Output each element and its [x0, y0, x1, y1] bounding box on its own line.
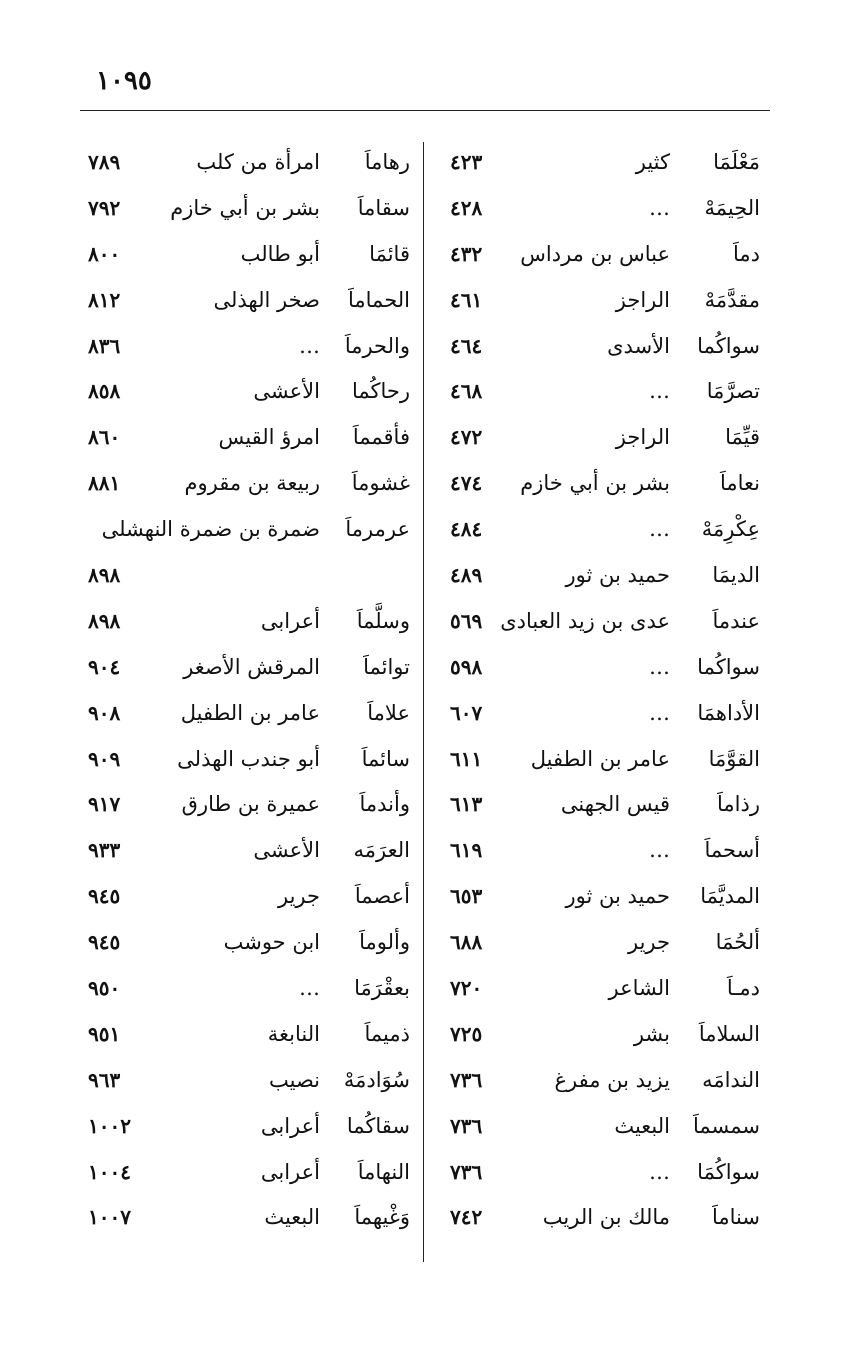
rhyme-word: رهاماَ — [364, 150, 410, 174]
rhyme-word: سائماَ — [361, 746, 410, 771]
rhyme-word: الديمَا — [712, 563, 760, 588]
rhyme-word: مَعْلَمَا — [713, 150, 760, 174]
rhyme-word: العرَمَه — [353, 838, 410, 863]
poet-name: الأعشى — [253, 838, 320, 863]
poet-name: … — [649, 654, 670, 679]
page-reference: ٤٢٨ — [450, 195, 483, 220]
page-reference: ٩٦٣ — [88, 1067, 121, 1092]
index-entry — [80, 1195, 410, 1241]
page-reference: ٨٨١ — [88, 471, 121, 496]
page-reference: ١٠٠٤ — [88, 1159, 131, 1184]
poet-name: أعرابى — [260, 1113, 320, 1138]
rhyme-word: سُوَادمَهْ — [343, 1067, 410, 1092]
rhyme-word: سواكُما — [697, 333, 760, 358]
poet-name: الشاعر — [608, 976, 670, 1001]
poet-name: بشر بن أبي خازم — [520, 471, 670, 496]
index-entry — [430, 1058, 760, 1104]
poet-name: ابن حوشب — [223, 930, 320, 955]
index-entry — [80, 874, 410, 920]
index-entry — [80, 415, 410, 461]
header-rule — [80, 110, 770, 111]
page-reference: ٩٥١ — [88, 1021, 121, 1046]
poet-name: يزيد بن مفرغ — [554, 1067, 670, 1092]
rhyme-word: الحماماَ — [348, 287, 410, 312]
index-entry — [430, 737, 760, 783]
page-reference: ٩٠٨ — [88, 700, 121, 725]
page-reference: ٧٢٥ — [450, 1021, 483, 1046]
poet-name: قيس الجهنى — [560, 792, 670, 817]
poet-name: … — [649, 517, 670, 542]
poet-name: جرير — [628, 930, 670, 955]
rhyme-word: علاماَ — [367, 700, 410, 725]
index-entry — [80, 1150, 410, 1196]
poet-name: … — [649, 1159, 670, 1184]
rhyme-word: ألحُمَا — [715, 930, 760, 955]
page-reference: ٤٨٩ — [450, 563, 483, 588]
rhyme-word: أعصماَ — [354, 884, 410, 909]
page-reference: ٧٩٢ — [88, 195, 121, 220]
page-reference: ٤٧٤ — [450, 471, 483, 496]
page-number: ١٠٩٥ — [96, 66, 152, 96]
page-reference: ١٠٠٧ — [88, 1205, 131, 1230]
page-reference: ٩١٧ — [88, 792, 121, 817]
poet-name: … — [649, 195, 670, 220]
rhyme-word: سمسماَ — [692, 1113, 760, 1138]
poet-name: أبو طالب — [240, 241, 320, 266]
page-reference: ٤٦٨ — [450, 379, 483, 404]
page-reference: ٧٣٦ — [450, 1067, 483, 1092]
rhyme-word: وَغْيهماَ — [354, 1205, 410, 1230]
rhyme-word: والحرماَ — [344, 333, 410, 358]
index-entry — [430, 278, 760, 324]
page-reference: ٩٠٩ — [88, 746, 121, 771]
poet-name: صخر الهذلى — [213, 287, 320, 312]
poet-name: أعرابى — [260, 608, 320, 633]
poet-name: … — [649, 838, 670, 863]
index-entry — [80, 140, 410, 186]
rhyme-word: السلاماَ — [698, 1021, 760, 1046]
index-entry — [80, 691, 410, 737]
poet-name: جرير — [278, 884, 320, 909]
page-reference: ١٠٠٢ — [88, 1113, 131, 1138]
poet-name: … — [299, 976, 320, 1001]
rhyme-word: عِكْرِمَهْ — [701, 517, 760, 542]
page-reference: ٨٥٨ — [88, 379, 121, 404]
poet-name: ربيعة بن مقروم — [184, 471, 320, 496]
index-entry — [80, 1012, 410, 1058]
poet-name: حميد بن ثور — [565, 884, 670, 909]
page-reference: ٩٤٥ — [88, 930, 121, 955]
page-reference: ٥٦٩ — [450, 608, 483, 633]
index-entry — [430, 645, 760, 691]
poet-name: حميد بن ثور — [565, 563, 670, 588]
rhyme-word: توائماَ — [363, 654, 410, 679]
poet-name: عباس بن مرداس — [520, 241, 670, 266]
page-reference: ٩٥٠ — [88, 976, 121, 1001]
rhyme-word: سقاماَ — [357, 195, 410, 220]
poet-name: ضمرة بن ضمرة النهشلى — [101, 517, 320, 542]
poet-name: مالك بن الريب — [542, 1205, 670, 1230]
poet-name: عامر بن الطفيل — [180, 700, 320, 725]
page-reference: ٧٨٩ — [88, 150, 121, 174]
rhyme-word: نعاماَ — [719, 471, 760, 496]
page-reference: ٦٥٣ — [450, 884, 483, 909]
rhyme-word: سواكُمَا — [697, 1159, 760, 1184]
column-divider — [423, 142, 424, 1262]
index-entry — [80, 1104, 410, 1150]
index-entry — [430, 1195, 760, 1241]
rhyme-word: رذاماَ — [717, 792, 760, 817]
index-entry — [430, 966, 760, 1012]
rhyme-word: غشوماَ — [351, 471, 410, 496]
index-entry — [80, 232, 410, 278]
poet-name: أبو جندب الهذلى — [177, 746, 320, 771]
index-entry — [430, 415, 760, 461]
index-entry — [430, 369, 760, 415]
rhyme-word: الأداهمَا — [697, 700, 760, 725]
rhyme-word: أسحماَ — [704, 838, 760, 863]
rhyme-word: النهاماَ — [357, 1159, 410, 1184]
poet-name: الراجز — [615, 287, 670, 312]
rhyme-word: تصرَّمَا — [706, 379, 760, 404]
page-reference: ٩٠٤ — [88, 654, 121, 679]
index-entry — [80, 737, 410, 783]
poet-name: الأعشى — [253, 379, 320, 404]
rhyme-word: سناماَ — [712, 1205, 760, 1230]
index-entry — [430, 324, 760, 370]
page-reference: ٥٩٨ — [450, 654, 483, 679]
page-reference: ٧٣٦ — [450, 1113, 483, 1138]
poet-name: عامر بن الطفيل — [530, 746, 670, 771]
index-entry — [430, 691, 760, 737]
poet-name: عدى بن زيد العبادى — [500, 608, 670, 633]
index-entry — [430, 920, 760, 966]
index-entry — [430, 140, 760, 186]
index-entry — [80, 461, 410, 507]
page-reference: ٩٣٣ — [88, 838, 121, 863]
index-entry — [80, 966, 410, 1012]
index-entry — [430, 553, 760, 599]
left-column — [80, 140, 410, 1241]
index-entry — [80, 1058, 410, 1104]
page-reference: ٧٢٠ — [450, 976, 483, 1001]
poet-name: النابغة — [267, 1021, 320, 1046]
page-reference: ٦٨٨ — [450, 930, 483, 955]
poet-name: امرأة من كلب — [196, 150, 320, 174]
index-entry — [430, 461, 760, 507]
page-reference: ٦١٩ — [450, 838, 483, 863]
index-entry — [80, 920, 410, 966]
index-entry — [80, 553, 410, 599]
page-reference: ٤٦١ — [450, 287, 483, 312]
index-entry — [80, 782, 410, 828]
page-reference: ٦١١ — [450, 746, 483, 771]
index-entry — [430, 1150, 760, 1196]
index-entry — [430, 1104, 760, 1150]
rhyme-word: قائمَا — [369, 241, 410, 266]
index-entry — [80, 324, 410, 370]
index-entry — [80, 278, 410, 324]
index-entry — [430, 874, 760, 920]
rhyme-word: وأندماَ — [359, 792, 410, 817]
rhyme-word: دمـاَ — [726, 976, 760, 1001]
index-entry — [430, 232, 760, 278]
poet-name: الراجز — [615, 425, 670, 450]
page-reference: ٦٠٧ — [450, 700, 483, 725]
poet-name: امرؤ القيس — [218, 425, 320, 450]
index-entry — [80, 828, 410, 874]
page-reference: ٤٣٢ — [450, 241, 483, 266]
poet-name: … — [649, 379, 670, 404]
poet-name: كثير — [635, 150, 670, 174]
poet-name: البعيث — [614, 1113, 670, 1138]
rhyme-word: الحِيمَهْ — [704, 195, 760, 220]
rhyme-word: فأقمماَ — [352, 425, 410, 450]
poet-name: عميرة بن طارق — [181, 792, 320, 817]
page-reference: ٤٧٢ — [450, 425, 483, 450]
rhyme-word: ذميماَ — [364, 1021, 410, 1046]
rhyme-word: عرمرماَ — [345, 517, 410, 542]
poet-name: … — [299, 333, 320, 358]
index-entry — [80, 599, 410, 645]
page-reference: ٤٨٤ — [450, 517, 483, 542]
index-entry — [80, 507, 410, 553]
poet-name: بشر — [633, 1021, 670, 1046]
index-entry — [430, 782, 760, 828]
index-entry — [430, 1012, 760, 1058]
rhyme-word: وسلَّماَ — [356, 608, 410, 633]
page-reference: ٦١٣ — [450, 792, 483, 817]
poet-name: نصيب — [268, 1067, 320, 1092]
page-reference: ٨١٢ — [88, 287, 121, 312]
rhyme-word: دماَ — [733, 241, 760, 266]
rhyme-word: سقاكُما — [346, 1113, 410, 1138]
rhyme-word: مقدَّمَهْ — [704, 287, 760, 312]
poet-name: المرقش الأصغر — [183, 654, 320, 679]
page-reference: ٨٣٦ — [88, 333, 121, 358]
right-column — [430, 140, 760, 1241]
page-reference: ٨٩٨ — [88, 608, 121, 633]
page-reference: ٤٦٤ — [450, 333, 483, 358]
rhyme-word: بعقْرَمَا — [354, 976, 410, 1001]
poet-name: الأسدى — [607, 333, 670, 358]
page-reference: ٨٩٨ — [88, 563, 121, 588]
poet-name: بشر بن أبي خازم — [170, 195, 320, 220]
rhyme-word: القوَّمَا — [708, 746, 760, 771]
index-entry — [80, 186, 410, 232]
index-entry — [80, 645, 410, 691]
poet-name: أعرابى — [260, 1159, 320, 1184]
rhyme-word: رحاكُما — [351, 379, 410, 404]
index-entry — [430, 599, 760, 645]
rhyme-word: عندماَ — [712, 608, 760, 633]
rhyme-word: قيِّمَا — [725, 425, 760, 450]
page-reference: ٧٤٢ — [450, 1205, 483, 1230]
page-reference: ٧٣٦ — [450, 1159, 483, 1184]
poet-name: … — [649, 700, 670, 725]
page-reference: ٨٦٠ — [88, 425, 121, 450]
index-entry — [430, 186, 760, 232]
rhyme-word: وألوماَ — [359, 930, 410, 955]
index-entry — [80, 369, 410, 415]
page-reference: ٨٠٠ — [88, 241, 121, 266]
rhyme-word: الندامَه — [702, 1067, 760, 1092]
rhyme-word: سواكُما — [697, 654, 760, 679]
index-entry — [430, 507, 760, 553]
index-entry — [430, 828, 760, 874]
rhyme-word: المديَّمَا — [700, 884, 760, 909]
page-reference: ٤٢٣ — [450, 150, 483, 174]
poet-name: البعيث — [264, 1205, 320, 1230]
page-reference: ٩٤٥ — [88, 884, 121, 909]
